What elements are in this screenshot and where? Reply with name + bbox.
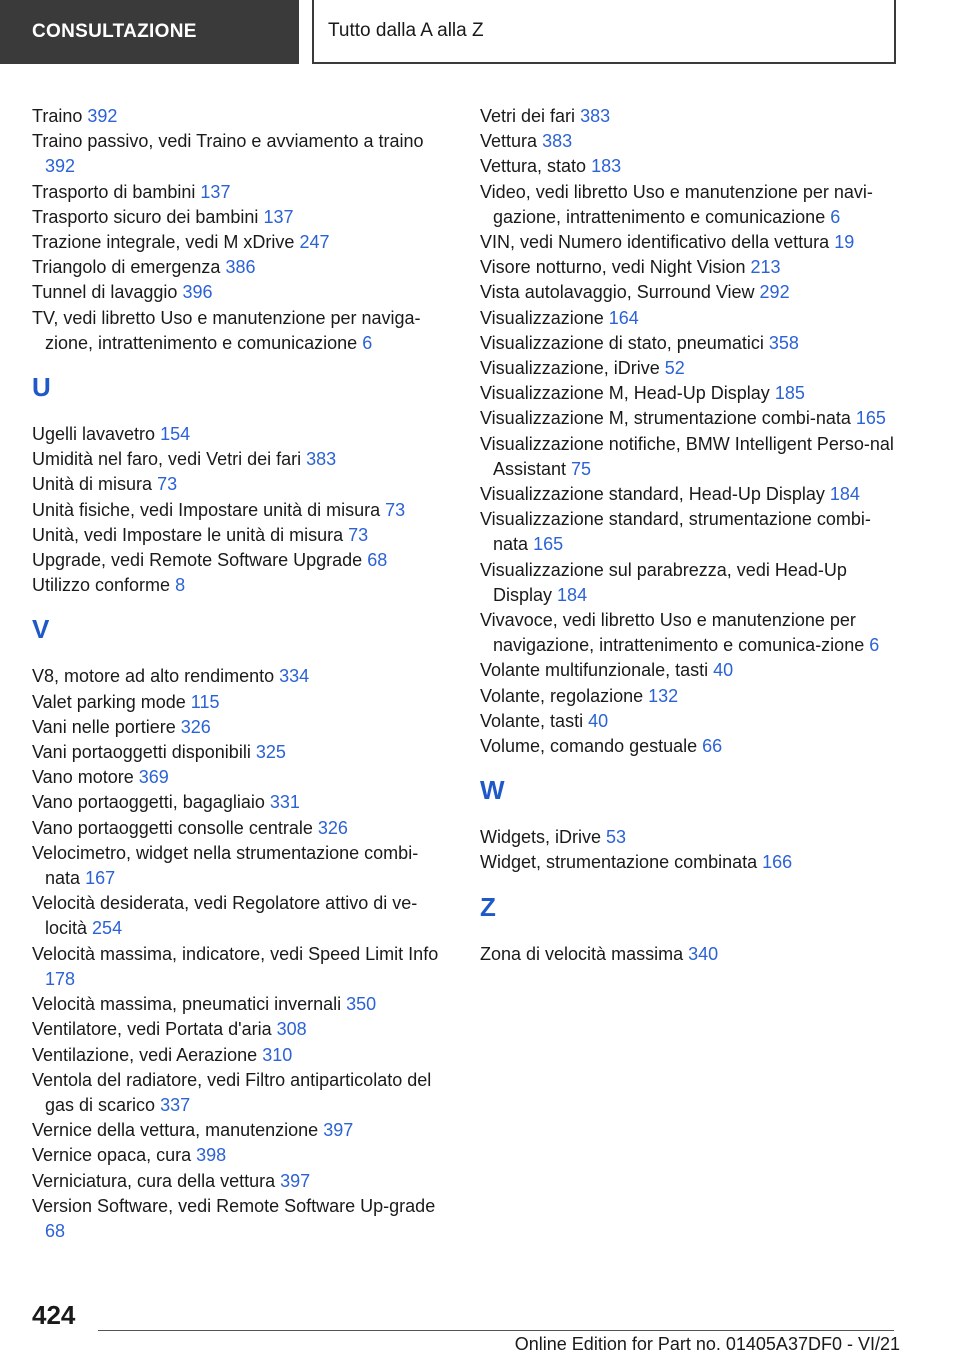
page-reference-link[interactable]: 184 bbox=[829, 484, 860, 505]
index-entry-text: Visualizzazione M, strumentazione combi-nata bbox=[480, 408, 851, 429]
page-reference-link[interactable]: 73 bbox=[385, 499, 406, 520]
index-entry bbox=[480, 255, 900, 280]
index-column-right bbox=[480, 104, 900, 967]
page-reference-link[interactable]: 75 bbox=[571, 458, 592, 479]
page-reference-link[interactable]: 164 bbox=[608, 307, 639, 328]
index-entry bbox=[32, 498, 452, 523]
index-entry bbox=[480, 280, 900, 305]
page-reference-link[interactable]: 331 bbox=[269, 792, 300, 813]
index-entry bbox=[480, 306, 900, 331]
index-entry bbox=[480, 684, 900, 709]
page-reference-link[interactable]: 247 bbox=[299, 232, 330, 253]
index-entry-text: Visore notturno, vedi Night Vision bbox=[480, 257, 746, 278]
index-entry bbox=[32, 1118, 452, 1143]
page-reference-link[interactable]: 68 bbox=[45, 1220, 66, 1241]
index-entry-text: Visualizzazione M, Head-Up Display bbox=[480, 383, 770, 404]
index-entry bbox=[32, 472, 452, 497]
index-entry bbox=[32, 690, 452, 715]
page-reference-link[interactable]: 358 bbox=[768, 332, 799, 353]
page-reference-link[interactable]: 397 bbox=[280, 1170, 311, 1191]
index-entry bbox=[32, 765, 452, 790]
page-reference-link[interactable]: 132 bbox=[648, 685, 679, 706]
page-reference-link[interactable]: 66 bbox=[702, 736, 723, 757]
page-reference-link[interactable]: 213 bbox=[750, 257, 781, 278]
page-reference-link[interactable]: 167 bbox=[85, 868, 116, 889]
page-reference-link[interactable]: 6 bbox=[830, 206, 841, 227]
page-reference-link[interactable]: 166 bbox=[762, 852, 793, 873]
index-entry-text: Version Software, vedi Remote Software Up-grade bbox=[32, 1195, 436, 1216]
index-entry bbox=[480, 850, 900, 875]
index-entry bbox=[32, 841, 452, 891]
page-reference-link[interactable]: 254 bbox=[92, 918, 123, 939]
index-entry bbox=[32, 129, 452, 179]
page-reference-link[interactable]: 73 bbox=[348, 524, 369, 545]
page-reference-link[interactable]: 398 bbox=[196, 1145, 227, 1166]
index-entry-text: Umidità nel faro, vedi Vetri dei fari bbox=[32, 449, 302, 470]
page-reference-link[interactable]: 183 bbox=[591, 156, 622, 177]
index-entry bbox=[32, 422, 452, 447]
index-entry bbox=[32, 573, 452, 598]
index-entry-text: Valet parking mode bbox=[32, 691, 186, 712]
index-entry-text: Visualizzazione standard, strumentazione combi-nata bbox=[480, 509, 871, 555]
page-reference-link[interactable]: 337 bbox=[160, 1094, 191, 1115]
index-entry-text: Vano motore bbox=[32, 767, 134, 788]
index-entry bbox=[32, 942, 452, 992]
index-entry bbox=[32, 548, 452, 573]
index-entry-text: Vani portaoggetti disponibili bbox=[32, 742, 251, 763]
index-entry-text: Video, vedi libretto Uso e manutenzione per navi-gazione, intrattenimento e comunicazione bbox=[480, 181, 873, 227]
page-reference-link[interactable]: 334 bbox=[279, 666, 310, 687]
page-reference-link[interactable]: 396 bbox=[182, 282, 213, 303]
index-entry-text: TV, vedi libretto Uso e manutenzione per naviga-zione, intrattenimento e comunicazione bbox=[32, 307, 421, 353]
index-letter-heading: V bbox=[32, 614, 50, 645]
index-entry bbox=[32, 447, 452, 472]
index-entry-text: Vernice opaca, cura bbox=[32, 1145, 192, 1166]
index-entry bbox=[480, 734, 900, 759]
page-reference-link[interactable]: 19 bbox=[834, 232, 855, 253]
page-reference-link[interactable]: 154 bbox=[160, 424, 191, 445]
index-entry bbox=[32, 1143, 452, 1168]
index-entry bbox=[480, 432, 900, 482]
page-reference-link[interactable]: 386 bbox=[225, 257, 256, 278]
index-entry bbox=[32, 205, 452, 230]
index-entry-text: Widgets, iDrive bbox=[480, 827, 602, 848]
index-entry-text: Traino passivo, vedi Traino e avviamento a traino bbox=[32, 131, 424, 152]
page-reference-link[interactable]: 178 bbox=[45, 968, 76, 989]
index-entry-text: Visualizzazione di stato, pneumatici bbox=[480, 332, 764, 353]
page-reference-link[interactable]: 8 bbox=[175, 575, 186, 596]
page-reference-link[interactable]: 137 bbox=[263, 206, 294, 227]
page-reference-link[interactable]: 165 bbox=[533, 534, 564, 555]
index-entry-text: Velocimetro, widget nella strumentazione combi-nata bbox=[32, 842, 419, 889]
page-reference-link[interactable]: 6 bbox=[869, 635, 880, 656]
index-entry bbox=[480, 129, 900, 154]
index-entry-text: Volante multifunzionale, tasti bbox=[480, 660, 709, 681]
index-entry-text: Unità di misura bbox=[32, 474, 153, 495]
page-reference-link[interactable]: 40 bbox=[713, 660, 734, 681]
index-entry-text: Vani nelle portiere bbox=[32, 716, 176, 737]
index-entry-text: Trasporto di bambini bbox=[32, 181, 196, 202]
page-reference-link[interactable]: 73 bbox=[157, 474, 178, 495]
page-reference-link[interactable]: 165 bbox=[855, 408, 886, 429]
index-entry bbox=[480, 942, 900, 967]
index-entry-text: Vetri dei fari bbox=[480, 106, 576, 126]
page-reference-link[interactable]: 326 bbox=[180, 716, 211, 737]
index-entry bbox=[480, 331, 900, 356]
page-reference-link[interactable]: 310 bbox=[262, 1044, 293, 1065]
index-entry bbox=[480, 658, 900, 683]
index-entry-text: Unità, vedi Impostare le unità di misura bbox=[32, 524, 344, 545]
index-entry-text: Utilizzo conforme bbox=[32, 575, 171, 596]
index-entry bbox=[32, 280, 452, 305]
index-entry bbox=[480, 230, 900, 255]
index-entry-text: Zona di velocità massima bbox=[480, 943, 684, 964]
page-reference-link[interactable]: 326 bbox=[317, 817, 348, 838]
page-reference-link[interactable]: 383 bbox=[580, 106, 611, 126]
index-entry bbox=[480, 356, 900, 381]
index-entry-text: Velocità desiderata, vedi Regolatore attivo di ve-locità bbox=[32, 893, 418, 939]
index-entry bbox=[32, 715, 452, 740]
page-reference-link[interactable]: 392 bbox=[45, 156, 76, 177]
page-reference-link[interactable]: 383 bbox=[306, 449, 337, 470]
index-entry-text: Vista autolavaggio, Surround View bbox=[480, 282, 755, 303]
page-reference-link[interactable]: 292 bbox=[759, 282, 790, 303]
page-number: 424 bbox=[32, 1300, 76, 1330]
index-entry bbox=[32, 740, 452, 765]
index-entry-text: Visualizzazione bbox=[480, 307, 604, 328]
page-reference-link[interactable]: 308 bbox=[276, 1019, 307, 1040]
index-entry bbox=[480, 825, 900, 850]
index-entry-text: Visualizzazione notifiche, BMW Intelligent Perso-nal Assistant bbox=[480, 433, 894, 479]
index-entry-text: Visualizzazione standard, Head-Up Display bbox=[480, 484, 825, 505]
index-entry bbox=[480, 406, 900, 431]
page-reference-link[interactable]: 392 bbox=[87, 106, 118, 126]
page-reference-link[interactable]: 350 bbox=[346, 994, 377, 1015]
index-entry bbox=[32, 1017, 452, 1042]
index-entry bbox=[480, 154, 900, 179]
page-reference-link[interactable]: 397 bbox=[323, 1120, 354, 1141]
page-reference-link[interactable]: 6 bbox=[362, 332, 373, 353]
index-entry bbox=[32, 306, 452, 356]
index-entry bbox=[32, 1194, 452, 1244]
index-entry-text: Visualizzazione, iDrive bbox=[480, 358, 660, 379]
footer-divider bbox=[98, 1330, 894, 1331]
page-reference-link[interactable]: 137 bbox=[200, 181, 231, 202]
index-entry bbox=[480, 507, 900, 557]
index-entry-text: Trasporto sicuro dei bambini bbox=[32, 206, 259, 227]
page-reference-link[interactable]: 40 bbox=[588, 710, 609, 731]
index-entry-text: Vano portaoggetti consolle centrale bbox=[32, 817, 313, 838]
page-reference-link[interactable]: 369 bbox=[138, 767, 169, 788]
index-entry-text: Velocità massima, indicatore, vedi Speed Limit Info bbox=[32, 943, 439, 964]
page-reference-link[interactable]: 115 bbox=[190, 691, 220, 712]
section-label: CONSULTAZIONE bbox=[32, 21, 197, 42]
index-entry bbox=[480, 558, 900, 608]
index-letter-heading: Z bbox=[480, 891, 496, 922]
page-reference-link[interactable]: 383 bbox=[542, 131, 573, 152]
index-entry bbox=[32, 104, 452, 129]
index-entry bbox=[32, 255, 452, 280]
index-entry bbox=[32, 523, 452, 548]
index-entry bbox=[480, 381, 900, 406]
chapter-title-text: Tutto dalla A alla Z bbox=[328, 20, 484, 41]
index-entry-text: Vernice della vettura, manutenzione bbox=[32, 1120, 319, 1141]
index-entry-text: Vettura bbox=[480, 131, 538, 152]
index-entry-text: Visualizzazione sul parabrezza, vedi Head-Up Display bbox=[480, 559, 847, 605]
index-entry bbox=[32, 1043, 452, 1068]
page-reference-link[interactable]: 340 bbox=[688, 943, 719, 964]
index-entry-text: Volante, tasti bbox=[480, 710, 584, 731]
index-entry-text: Vettura, stato bbox=[480, 156, 587, 177]
index-entry-text: Traino bbox=[32, 106, 83, 126]
page-reference-link[interactable]: 185 bbox=[774, 383, 805, 404]
index-entry-text: VIN, vedi Numero identificativo della vettura bbox=[480, 232, 830, 253]
index-entry-text: Velocità massima, pneumatici invernali bbox=[32, 994, 342, 1015]
index-letter-heading: W bbox=[480, 775, 505, 806]
index-letter-heading: U bbox=[32, 372, 51, 403]
index-entry-text: Volante, regolazione bbox=[480, 685, 644, 706]
index-entry bbox=[480, 180, 900, 230]
index-entry-text: Unità fisiche, vedi Impostare unità di misura bbox=[32, 499, 381, 520]
index-entry-text: Trazione integrale, vedi M xDrive bbox=[32, 232, 295, 253]
index-entry bbox=[480, 709, 900, 734]
edition-note: Online Edition for Part no. 01405A37DF0 - VI/21 bbox=[514, 1334, 900, 1354]
page-reference-link[interactable]: 68 bbox=[367, 550, 388, 571]
index-entry-text: Ventola del radiatore, vedi Filtro antiparticolato del gas di scarico bbox=[32, 1069, 432, 1115]
page-reference-link[interactable]: 53 bbox=[606, 827, 627, 848]
index-entry-text: Ventilatore, vedi Portata d'aria bbox=[32, 1019, 272, 1040]
index-entry-text: Tunnel di lavaggio bbox=[32, 282, 178, 303]
index-entry-text: Vano portaoggetti, bagagliaio bbox=[32, 792, 265, 813]
index-entry bbox=[32, 891, 452, 941]
index-entry-text: Upgrade, vedi Remote Software Upgrade bbox=[32, 550, 363, 571]
index-entry bbox=[480, 104, 900, 129]
index-entry bbox=[32, 790, 452, 815]
chapter-title bbox=[312, 0, 896, 64]
index-entry-text: Verniciatura, cura della vettura bbox=[32, 1170, 276, 1191]
index-entry bbox=[32, 992, 452, 1017]
index-entry-text: V8, motore ad alto rendimento bbox=[32, 666, 275, 687]
index-column-left bbox=[32, 104, 452, 1244]
page-reference-link[interactable]: 325 bbox=[255, 742, 286, 763]
index-entry-text: Ventilazione, vedi Aerazione bbox=[32, 1044, 258, 1065]
index-entry-text: Vivavoce, vedi libretto Uso e manutenzione per navigazione, intrattenimento e comunica-zione bbox=[480, 610, 865, 656]
index-entry bbox=[32, 664, 452, 689]
index-entry-text: Widget, strumentazione combinata bbox=[480, 852, 758, 873]
index-entry bbox=[480, 482, 900, 507]
index-entry bbox=[480, 608, 900, 658]
index-entry-text: Ugelli lavavetro bbox=[32, 424, 156, 445]
index-entry-text: Volume, comando gestuale bbox=[480, 736, 698, 757]
index-entry bbox=[32, 1169, 452, 1194]
section-tab bbox=[0, 0, 299, 64]
page-reference-link[interactable]: 52 bbox=[664, 358, 685, 379]
page-reference-link[interactable]: 184 bbox=[557, 584, 588, 605]
index-entry bbox=[32, 1068, 452, 1118]
index-entry-text: Triangolo di emergenza bbox=[32, 257, 221, 278]
index-entry bbox=[32, 230, 452, 255]
index-entry bbox=[32, 816, 452, 841]
index-entry bbox=[32, 180, 452, 205]
